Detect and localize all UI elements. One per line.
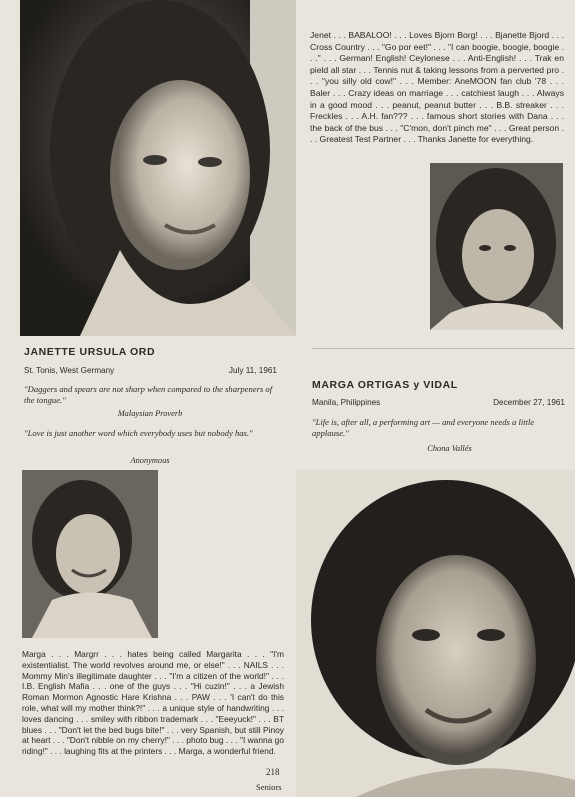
janette-name: JANETTE URSULA ORD (24, 346, 156, 358)
marga-place-date (312, 398, 565, 407)
marga-bio-text: Marga . . . Margrr . . . hates being called Margarita . . . "I'm existentialist. The world revolves around me, or else!" . . . NAILS . . . Mommy Min's illegitimate daughter . . . "I'm a citizen of the world!" . . . I.B. English Mafia . . . one of the guys . . . "Hi cuzin!" . . . a Jewish Roman Mormon Agnostic Hare Krishna . . . PAW . . . 'I can't do this role, what will my mother think?!" . . . a unique style of handwriting . . . loves dancing . . . smiley with ribbon trademark . . . "Eeeyuck!" . . . BT blues . . . "Don't let the bed bugs bite!" . . . very Spanish, but still Pinoy at heart . . . "Don't nibble on my cherry!" . . . photo bug . . . "I wanna go riding!" . . . laughing fits at the printers . . . Marga, a wonderful friend. (22, 649, 284, 757)
marga-casual-photo (22, 470, 158, 638)
marga-name: MARGA ORTIGAS y VIDAL (312, 379, 458, 391)
page-number: 218 (266, 767, 280, 777)
section-label: Seniors (256, 782, 282, 792)
janette-quote-2: "Love is just another word which everybody uses but nobody has." (24, 428, 253, 438)
janette-birthdate: July 11, 1961 (228, 366, 277, 375)
marga-birthdate: December 27, 1961 (493, 398, 565, 407)
janette-portrait-photo (20, 0, 296, 336)
marga-childhood-photo (430, 163, 563, 330)
marga-quote: "Life is, after all, a performing art — and everyone needs a little applause." (312, 417, 535, 438)
janette-bio-text: Jenet . . . BABALOO! . . . Loves Bjorn Borg! . . . Bjanette Bjord . . . Cross Country . . . "Go por eet!" . . . "I can boogie, boogie, boogie . . ." . . . German! English! Ceylonese . . . Anti-English! . . . Trak en pield all star . . . Tennis nut & taking lessons from a perverted pro . . . "you silly old cow!" . . . Member: AneMOON fan club '78 . . . Baler . . . Crazy ideas on marriage . . . catchiest laugh . . . Always in a good mood . . . peanut, peanut butter . . . B.B. streaker . . . Freckles . . . A.H. fan??? . . . famous short stories with Dana . . . the back of the bus . . . "C'mon, don't pinch me" . . . Great person . . . Greatest Test Partner . . . Thanks Janette for everything. (310, 30, 564, 145)
divider-line (312, 348, 574, 349)
marga-quote-attribution: Chona Vallés (427, 444, 472, 453)
janette-birthplace: St. Tonis, West Germany (24, 366, 115, 375)
janette-quote-1-attribution: Malaysian Proverb (117, 409, 183, 418)
marga-portrait-photo (296, 470, 575, 797)
janette-place-date (24, 366, 277, 375)
janette-quote-1: "Daggers and spears are not sharp when compared to the sharpeners of the tongue." (24, 384, 273, 405)
janette-quote-2-attribution: Anonymous (130, 456, 170, 465)
marga-birthplace: Manila, Philippines (312, 398, 381, 407)
